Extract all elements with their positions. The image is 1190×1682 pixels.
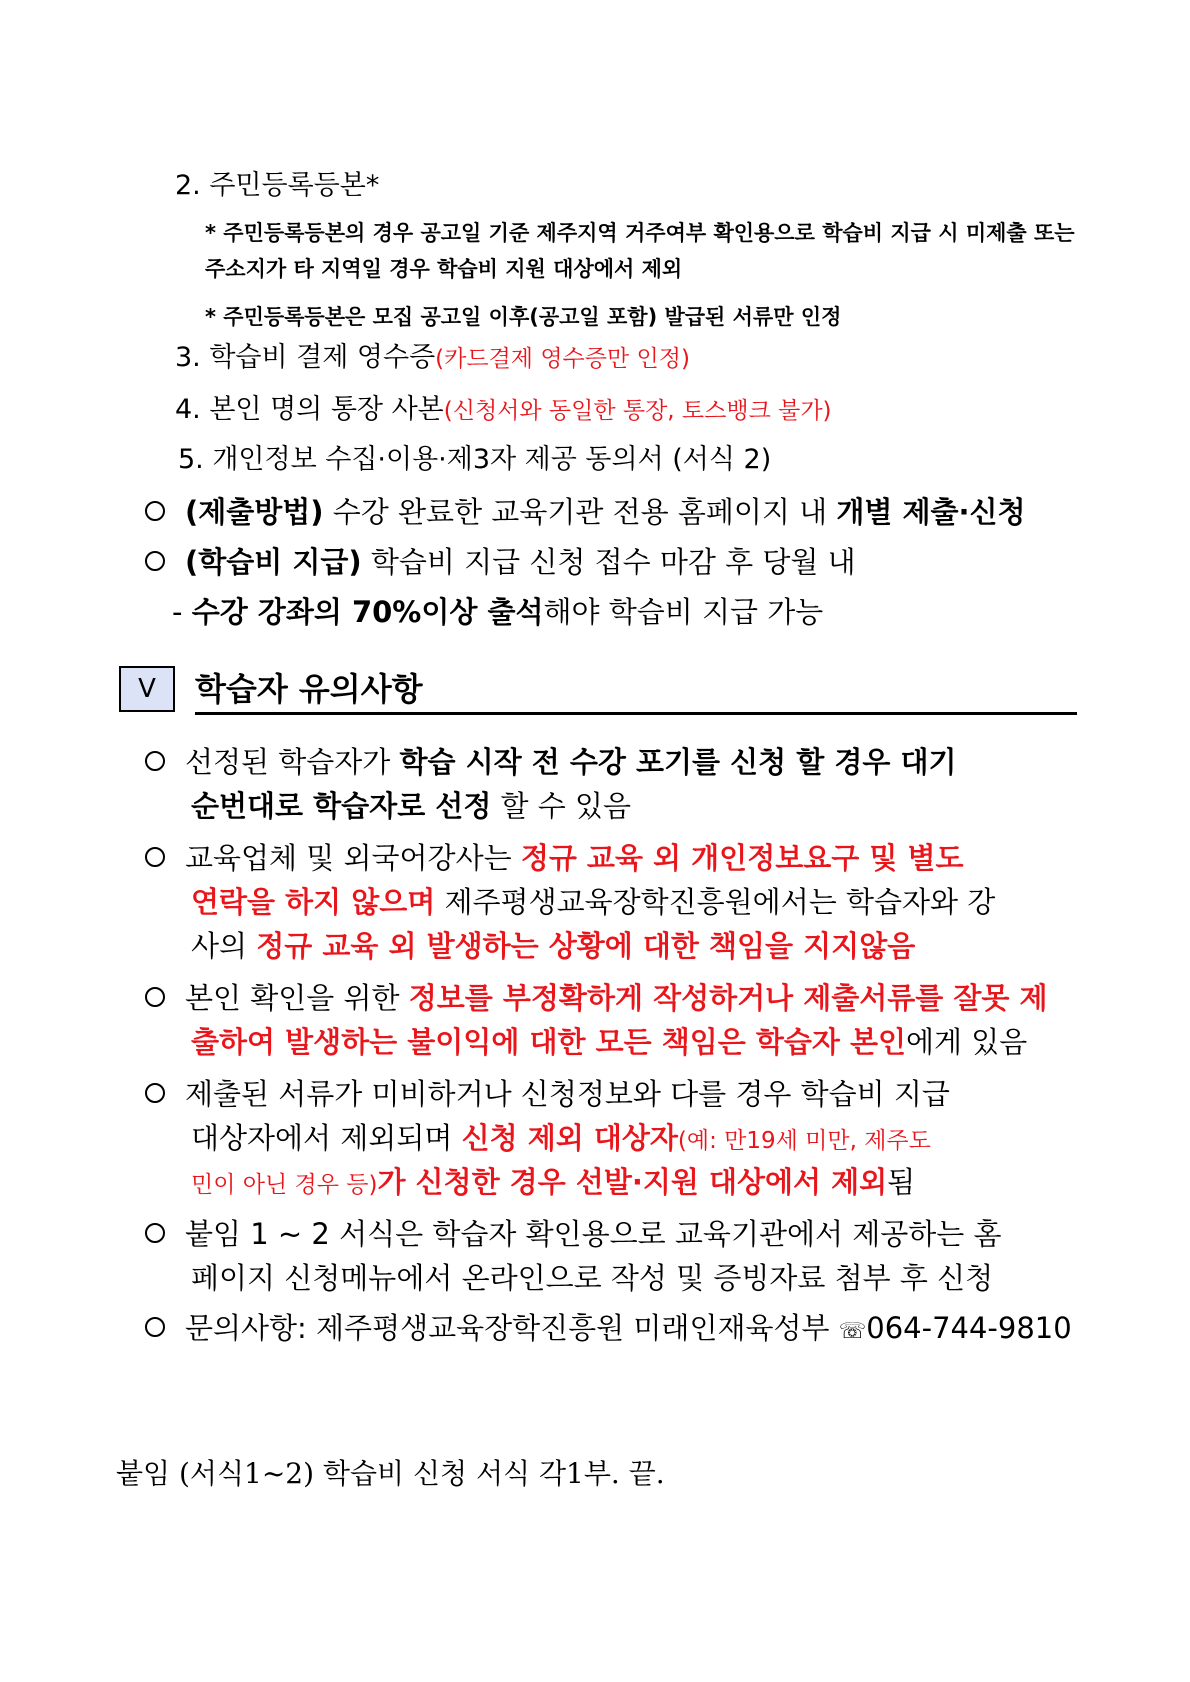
item-bankbook: 4. 본인 명의 통장 사본(신청서와 동일한 통장, 토스뱅크 불가) — [175, 394, 832, 425]
telephone-icon: ☏ — [838, 1319, 867, 1344]
note-resident-1: * 주민등록등본의 경우 공고일 기준 제주지역 거주여부 확인용으로 학습비 지급 시 미제출 또는 주소지가 타 지역일 경우 학습비 지원 대상에서 제외 — [205, 221, 1075, 281]
item-consent-form: 5. 개인정보 수집·이용·제3자 제공 동의서 (서식 2) — [178, 444, 772, 475]
circle-bullet-icon — [145, 501, 165, 521]
payment-timing: (학습비 지급) 학습비 지급 신청 접수 마감 후 당월 내 — [145, 542, 856, 582]
section-title: 학습자 유의사항 — [195, 670, 423, 708]
contact-inquiry: 문의사항: 제주평생교육장학진흥원 미래인재육성부 ☏064-744-9810 — [145, 1308, 1072, 1352]
caution-personal-info-cont2: 사의 정규 교육 외 발생하는 상황에 대한 책임을 지지않음 — [191, 929, 916, 963]
item-resident-registration: 2. 주민등록등본* — [175, 170, 380, 201]
caution-personal-info: 교육업체 및 외국어강사는 정규 교육 외 개인정보요구 및 별도 — [145, 838, 964, 878]
attendance-requirement: - 수강 강좌의 70%이상 출석해야 학습비 지급 가능 — [172, 595, 824, 629]
section-underline — [195, 712, 1077, 715]
circle-bullet-icon — [145, 987, 165, 1007]
circle-bullet-icon — [145, 1317, 165, 1337]
caution-incomplete-documents-cont: 대상자에서 제외되며 신청 제외 대상자(예: 만19세 미만, 제주도 — [191, 1121, 931, 1155]
section-number-box: V — [119, 666, 175, 712]
caution-identity-cont: 출하여 발생하는 불이익에 대한 모든 책임은 학습자 본인에게 있음 — [191, 1025, 1028, 1059]
note-resident-2: * 주민등록등본은 모집 공고일 이후(공고일 포함) 발급된 서류만 인정 — [205, 305, 842, 329]
caution-personal-info-cont: 연락을 하지 않으며 제주평생교육장학진흥원에서는 학습자와 강 — [191, 885, 996, 919]
contact-phone[interactable]: 064-744-9810 — [866, 1311, 1072, 1345]
caution-forms-online-cont: 페이지 신청메뉴에서 온라인으로 작성 및 증빙자료 첨부 후 신청 — [191, 1261, 994, 1295]
caution-forms-online: 붙임 1 ~ 2 서식은 학습자 확인용으로 교육기관에서 제공하는 홈 — [145, 1214, 1002, 1254]
submission-method: (제출방법) 수강 완료한 교육기관 전용 홈페이지 내 개별 제출·신청 — [145, 492, 1026, 532]
circle-bullet-icon — [145, 847, 165, 867]
caution-incomplete-documents-cont2: 민이 아닌 경우 등)가 신청한 경우 선발·지원 대상에서 제외됨 — [191, 1165, 916, 1199]
circle-bullet-icon — [145, 751, 165, 771]
caution-withdrawal: 선정된 학습자가 학습 시작 전 수강 포기를 신청 할 경우 대기 — [145, 742, 957, 782]
circle-bullet-icon — [145, 551, 165, 571]
caution-withdrawal-cont: 순번대로 학습자로 선정 할 수 있음 — [191, 789, 632, 823]
circle-bullet-icon — [145, 1223, 165, 1243]
attachment-footer: 붙임 (서식1~2) 학습비 신청 서식 각1부. 끝. — [116, 1457, 665, 1490]
caution-incomplete-documents: 제출된 서류가 미비하거나 신청정보와 다를 경우 학습비 지급 — [145, 1074, 950, 1114]
item-receipt: 3. 학습비 결제 영수증(카드결제 영수증만 인정) — [175, 342, 690, 373]
caution-identity: 본인 확인을 위한 정보를 부정확하게 작성하거나 제출서류를 잘못 제 — [145, 978, 1048, 1018]
circle-bullet-icon — [145, 1083, 165, 1103]
